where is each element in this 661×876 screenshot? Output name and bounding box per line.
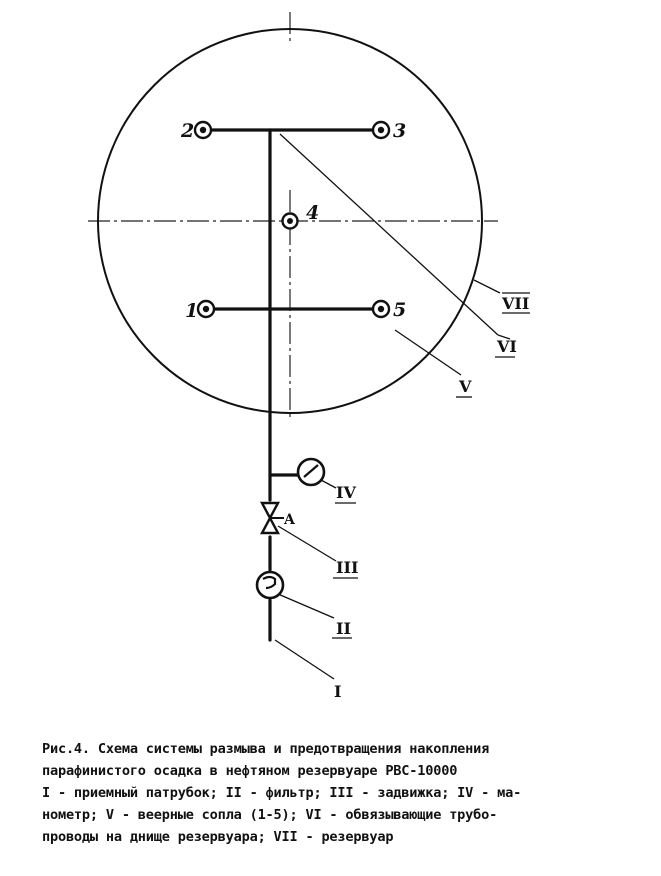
figure-caption	[42, 738, 642, 848]
nozzle-2-label: 2	[181, 120, 195, 142]
label-IV: IV	[336, 483, 356, 502]
valve-letter: A	[284, 512, 295, 528]
nozzle-4	[283, 214, 298, 229]
label-VI: VI	[497, 337, 517, 356]
nozzle-1-label: 1	[185, 300, 199, 322]
nozzle-5	[373, 301, 389, 317]
nozzle-4-label: 4	[306, 202, 320, 224]
manometer-icon	[298, 459, 324, 485]
label-V: V	[459, 377, 472, 396]
label-VII: VII	[502, 294, 530, 313]
caption-line-5: проводы на днище резервуара; VII - резервуар	[42, 829, 394, 845]
label-I: I	[334, 682, 342, 700]
label-II: II	[336, 619, 351, 638]
nozzle-2	[195, 122, 211, 138]
nozzle-3-label: 3	[393, 120, 407, 142]
nozzle-3	[373, 122, 389, 138]
caption-line-4: нометр; V - веерные сопла (1-5); VI - обвязывающие трубо-	[42, 807, 498, 823]
caption-line-3: I - приемный патрубок; II - фильтр; III - задвижка; IV - ма-	[42, 785, 522, 801]
caption-line-1: Рис.4. Схема системы размыва и предотвращения накопления	[42, 741, 490, 757]
label-III: III	[336, 558, 359, 577]
nozzle-1	[198, 301, 214, 317]
caption-line-2: парафинистого осадка в нефтяном резервуаре РВС-10000	[42, 763, 458, 779]
nozzle-5-label: 5	[393, 299, 407, 321]
